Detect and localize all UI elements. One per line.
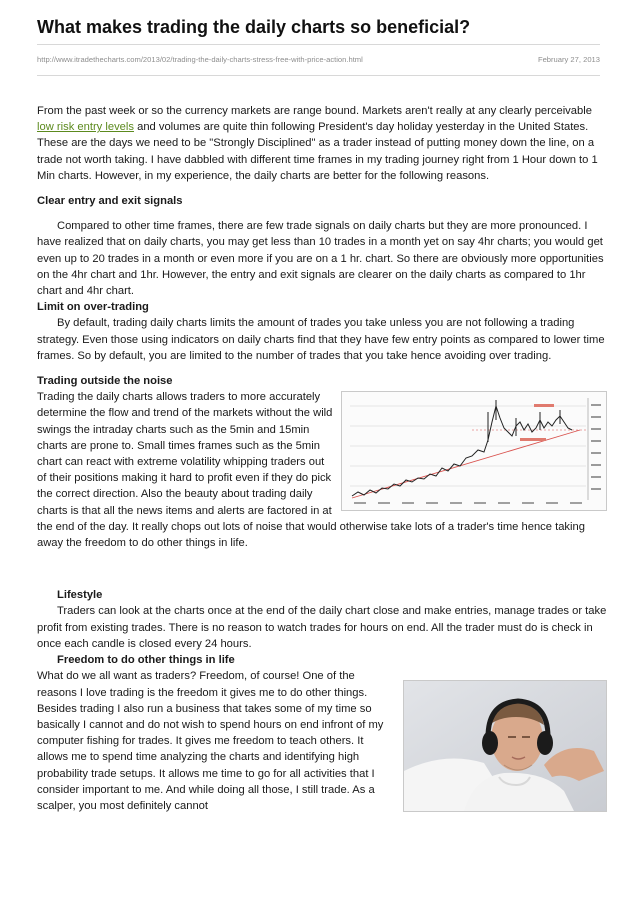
section-body-lifestyle: Traders can look at the charts once at the end of the daily chart close and make entries, manage trades or take profit from existing trades. There is no reason to watch trades for hours on end. All the trader must do is check in once each candle is closed every 24 hours.: [37, 605, 607, 650]
price-chart-icon: [342, 392, 606, 510]
low-risk-entry-link[interactable]: low risk entry levels: [37, 121, 134, 134]
intro-text-start: From the past week or so the currency markets are range bound. Markets aren't really at any clearly perceivable: [37, 105, 592, 117]
section-heading-lifestyle: Lifestyle: [57, 589, 103, 602]
publish-date: February 27, 2013: [537, 55, 600, 64]
intro-text-end: and volumes are quite thin following President's day holiday yesterday in the United States. These are the days we need to be "Strongly Disciplined" as a trader instead of putting money down the line, on a trade not worth taking. I have dabbled with different time frames in my trading journey right from 1 Hour down to 1 Min charts. However, in my experience, the daily charts are better for the following reasons.: [37, 121, 598, 182]
section-body-noise: Trading the daily charts allows traders to more accurately determine the flow and trend of the markets without the wild swings the intraday charts such as the 5min and 15min charts are prone to. Small times frames such as the 5min chart can react with extreme volatility whipping traders out of their positions making it hard to profit even if they do pick the correct direction. Also the beauty about trading daily charts is that all the news items and alerts are factored in at the end of the day. It really chops out lots of noise that would otherwise take lots of a trader's time hence taking away the freedom to do other things in life.: [37, 391, 585, 550]
article-title: What makes trading the daily charts so beneficial?: [37, 17, 471, 37]
article-meta: [37, 44, 600, 76]
article-body: [37, 103, 607, 816]
section-body-freedom: What do we all want as traders? Freedom, of course! One of the reasons I love trading is the freedom it gives me to do other things. Besides trading I also run a business that takes some of my time so basically I cannot and do not wish to spend hours on end infront of my computer fishing for trades. It gives me freedom to teach others. It allows me to spend time analyzing the charts and identifying high probability trade setups. It allows me time to go for all activities that I consider important to me. And while doing all those, I still trade. As a scalper, you most definitely cannot: [37, 670, 384, 812]
section-heading-limit: Limit on over-trading: [37, 301, 149, 314]
section-heading-noise: Trading outside the noise: [37, 375, 173, 388]
section-spacer: [37, 557, 607, 587]
section-heading-clear: Clear entry and exit signals: [37, 195, 183, 208]
man-with-headphones-photo: [403, 680, 607, 812]
source-url[interactable]: http://www.itradethecharts.com/2013/02/trading-the-daily-charts-stress-free-with-price-action.html: [37, 55, 363, 64]
man-with-headphones-icon: [404, 681, 606, 811]
intro-paragraph: [37, 103, 607, 184]
section-body-clear: Compared to other time frames, there are few trade signals on daily charts but they are more pronounced. I have realized that on daily charts, you may get less than 10 trades in a month yet on say 4hr charts; you would get even up to 20 trades in a month or even more if you are on a 1 hr. chart. So there are obviously more opportunities on the 4hr chart and 1hr. However, the entry and exit signals are clearer on the daily charts as compared to 1hr chart and 4hr chart.: [37, 220, 604, 298]
price-chart-image: [341, 391, 607, 511]
section-body-limit: By default, trading daily charts limits the amount of trades you take unless you are not following a trading strategy. Even those using indicators on daily charts find that they have few entry points as compared to lower time frames. So by default, you are limited to the number of trades that you take hence avoiding over trading.: [37, 317, 605, 362]
section-heading-freedom: Freedom to do other things in life: [57, 654, 235, 667]
